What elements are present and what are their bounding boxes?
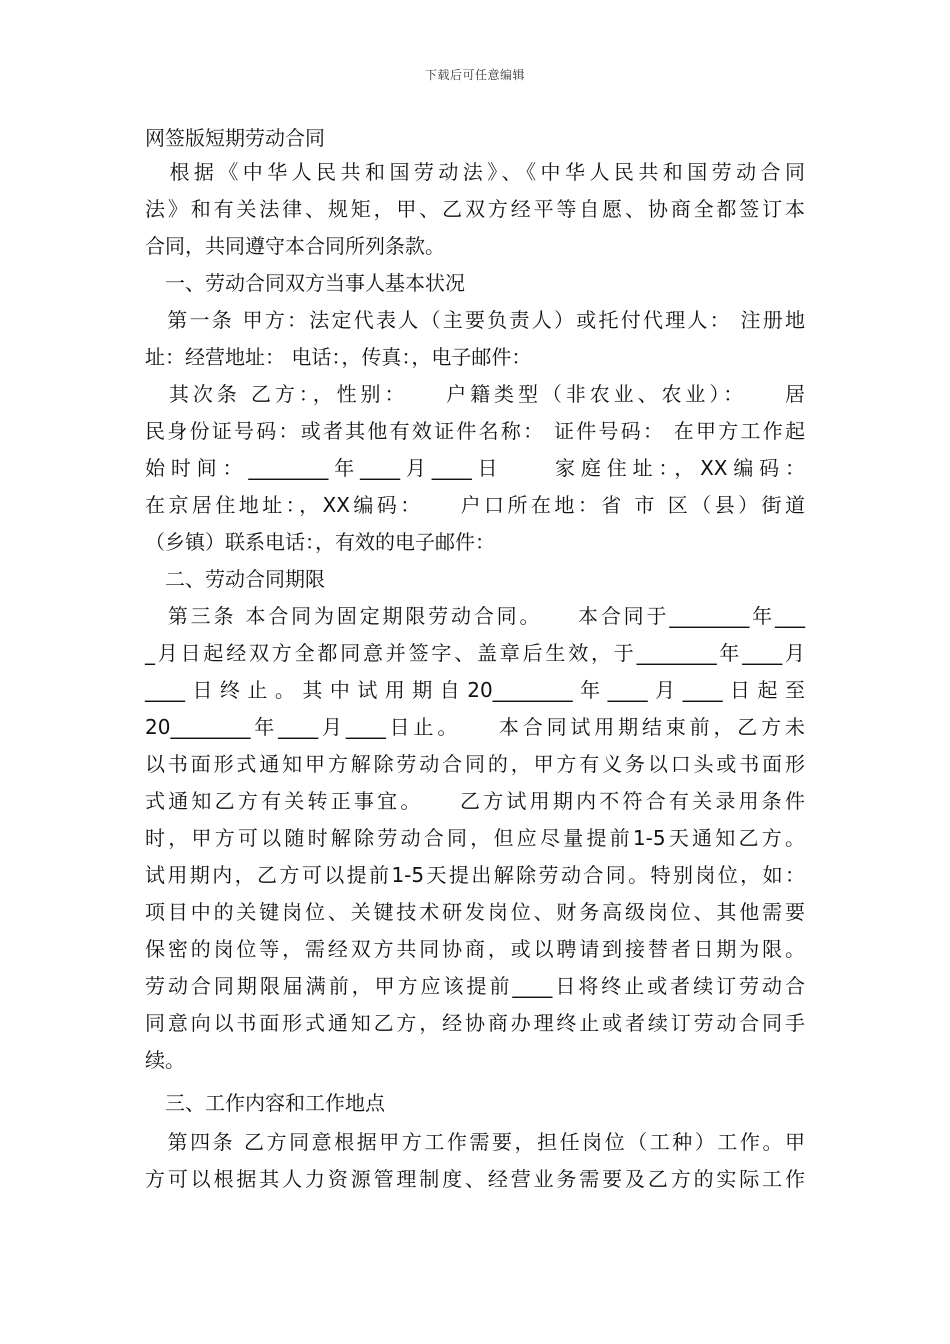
paragraph-line: 其次条 乙方：，性别： 户籍类型（非农业、农业）： 居 [145,382,805,406]
paragraph-line: （乡镇）联系电话：，有效的电子邮件： [145,530,495,554]
section-heading: 一、劳动合同双方当事人基本状况 [145,271,465,295]
paragraph-line: 劳动合同期限届满前，甲方应该提前____日将终止或者续订劳动合 [145,974,805,998]
paragraph-line: 始时间：________年____月____日 家庭住址：，XX编码： [145,456,805,480]
paragraph-line: 式通知乙方有关转正事宜。 乙方试用期内不符合有关录用条件 [145,789,805,813]
paragraph-line: 第一条 甲方：法定代表人（主要负责人）或托付代理人： 注册地 [145,308,805,332]
paragraph-line: 法》和有关法律、规矩，甲、乙双方经平等自愿、协商全都签订本 [145,197,805,221]
paragraph-line: 在京居住地址：，XX编码： 户口所在地：省 市 区（县）街道 [145,493,805,517]
paragraph-line: 根据《中华人民共和国劳动法》、《中华人民共和国劳动合同 [145,160,805,184]
paragraph-line: 民身份证号码：或者其他有效证件名称： 证件号码： 在甲方工作起 [145,419,805,443]
paragraph-line: 方可以根据其人力资源管理制度、经营业务需要及乙方的实际工作 [145,1167,805,1191]
paragraph-line: 项目中的关键岗位、关键技术研发岗位、财务高级岗位、其他需要 [145,900,805,924]
paragraph-line: 以书面形式通知甲方解除劳动合同的，甲方有义务以口头或书面形 [145,752,805,776]
section-heading: 二、劳动合同期限 [145,567,325,591]
paragraph-line: ____日终止。其中试用期自20________年____月____日起至 [145,678,805,702]
paragraph-line: 续。 [145,1048,185,1072]
paragraph-line: 同意向以书面形式通知乙方，经协商办理终止或者续订劳动合同手 [145,1011,805,1035]
paragraph-line: 第四条 乙方同意根据甲方工作需要，担任岗位（工种）工作。甲 [145,1130,805,1154]
document-title: 网签版短期劳动合同 [145,126,325,150]
paragraph-line: 第三条 本合同为固定期限劳动合同。 本合同于________年___ [145,604,805,628]
paragraph-line: 合同，共同遵守本合同所列条款。 [145,234,445,258]
paragraph-line: 20________年____月____日止。 本合同试用期结束前，乙方未 [145,715,805,739]
paragraph-line: _月日起经双方全都同意并签字、盖章后生效，于________年____月 [145,641,805,665]
paragraph-line: 试用期内，乙方可以提前1-5天提出解除劳动合同。特别岗位，如： [145,863,805,887]
paragraph-line: 时，甲方可以随时解除劳动合同，但应尽量提前1-5天通知乙方。 [145,826,805,850]
page-header: 下载后可任意编辑 [424,68,525,82]
section-heading: 三、工作内容和工作地点 [145,1091,385,1115]
paragraph-line: 址：经营地址： 电话：，传真：，电子邮件： [145,345,532,369]
paragraph-line: 保密的岗位等，需经双方共同协商，或以聘请到接替者日期为限。 [145,937,805,961]
